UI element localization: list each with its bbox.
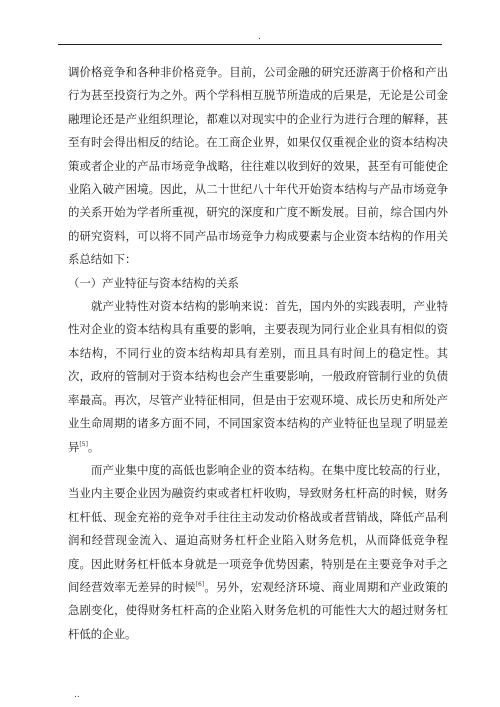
header-mark: . <box>258 32 261 42</box>
page-content <box>68 61 448 646</box>
footer-mark: .. <box>74 690 80 700</box>
section-heading: （一）产业特征与资本结构的关系 <box>68 275 239 290</box>
paragraph-industry-concentration <box>68 459 448 646</box>
paragraph-concentration-ending: 。另外，宏观经济环境、商业周期和产业政策的急剧变化，使得财务杠杆高的企业陷入财务危机的可能性大大的超过财务杠杆低的企业。 <box>68 579 448 641</box>
header-rule <box>58 44 442 45</box>
paragraph-industry-characteristics <box>68 295 448 459</box>
paragraph-intro: 调价格竞争和各种非价格竞争。目前，公司金融的研究还游离于价格和产出行为甚至投资行为之外。两个学科相互脱节所造成的后果是，无论是公司金融理论还是产业组织理论，都难以对现实中的企业行为进行合理的解释，甚至有时会得出相反的结论。在工商企业界，如果仅仅重视企业的资本结构决策或者企业的产品市场竞争战略，往往难以收到好的效果，甚至有可能使企业陷入破产困境。因此，从二十世纪八十年代开始资本结构与产品市场竞争的关系开始为学者所重视，研究的深度和广度不断发展。目前，综合国内外的研究资料，可以将不同产品市场竞争力构成要素与企业资本结构的作用关系总结如下： <box>68 65 448 267</box>
citation-6: [6] <box>195 581 205 589</box>
paragraph-industry-characteristics-text: 就产业特性对资本结构的影响来说：首先，国内外的实践表明，产业特性对企业的资本结构具有重要的影响，主要表现为同行业企业具有相似的资本结构，不同行业的资本结构却具有差别，而且具有时间上的稳定性。其次，政府的管制对于资本结构也会产生重要影响，一般政府管制行业的负债率最高。再次，尽管产业特征相同，但是由于宏观环境、成长历史和所处产业生命周期的诸多方面不同，不同国家资本结构的产业特征也呈现了明显差异 <box>68 299 448 454</box>
paragraph-end-punct: 。 <box>87 439 100 454</box>
paragraph-industry-concentration-text: 而产业集中度的高低也影响企业的资本结构。在集中度比较高的行业，当业内主要企业因为融资约束或者杠杆收购，导致财务杠杆高的时候，财务杠杆低、现金充裕的竞争对手往往主动发动价格战或者营销战，降低产品利润和经营现金流入、逼迫高财务杠杆企业陷入财务危机，从而降低竞争程度。因此财务杠杆低本身就是一项竞争优势因素，特别是在主要竞争对手之间经营效率无差异的时候 <box>68 462 448 594</box>
citation-5: [5] <box>79 440 88 448</box>
